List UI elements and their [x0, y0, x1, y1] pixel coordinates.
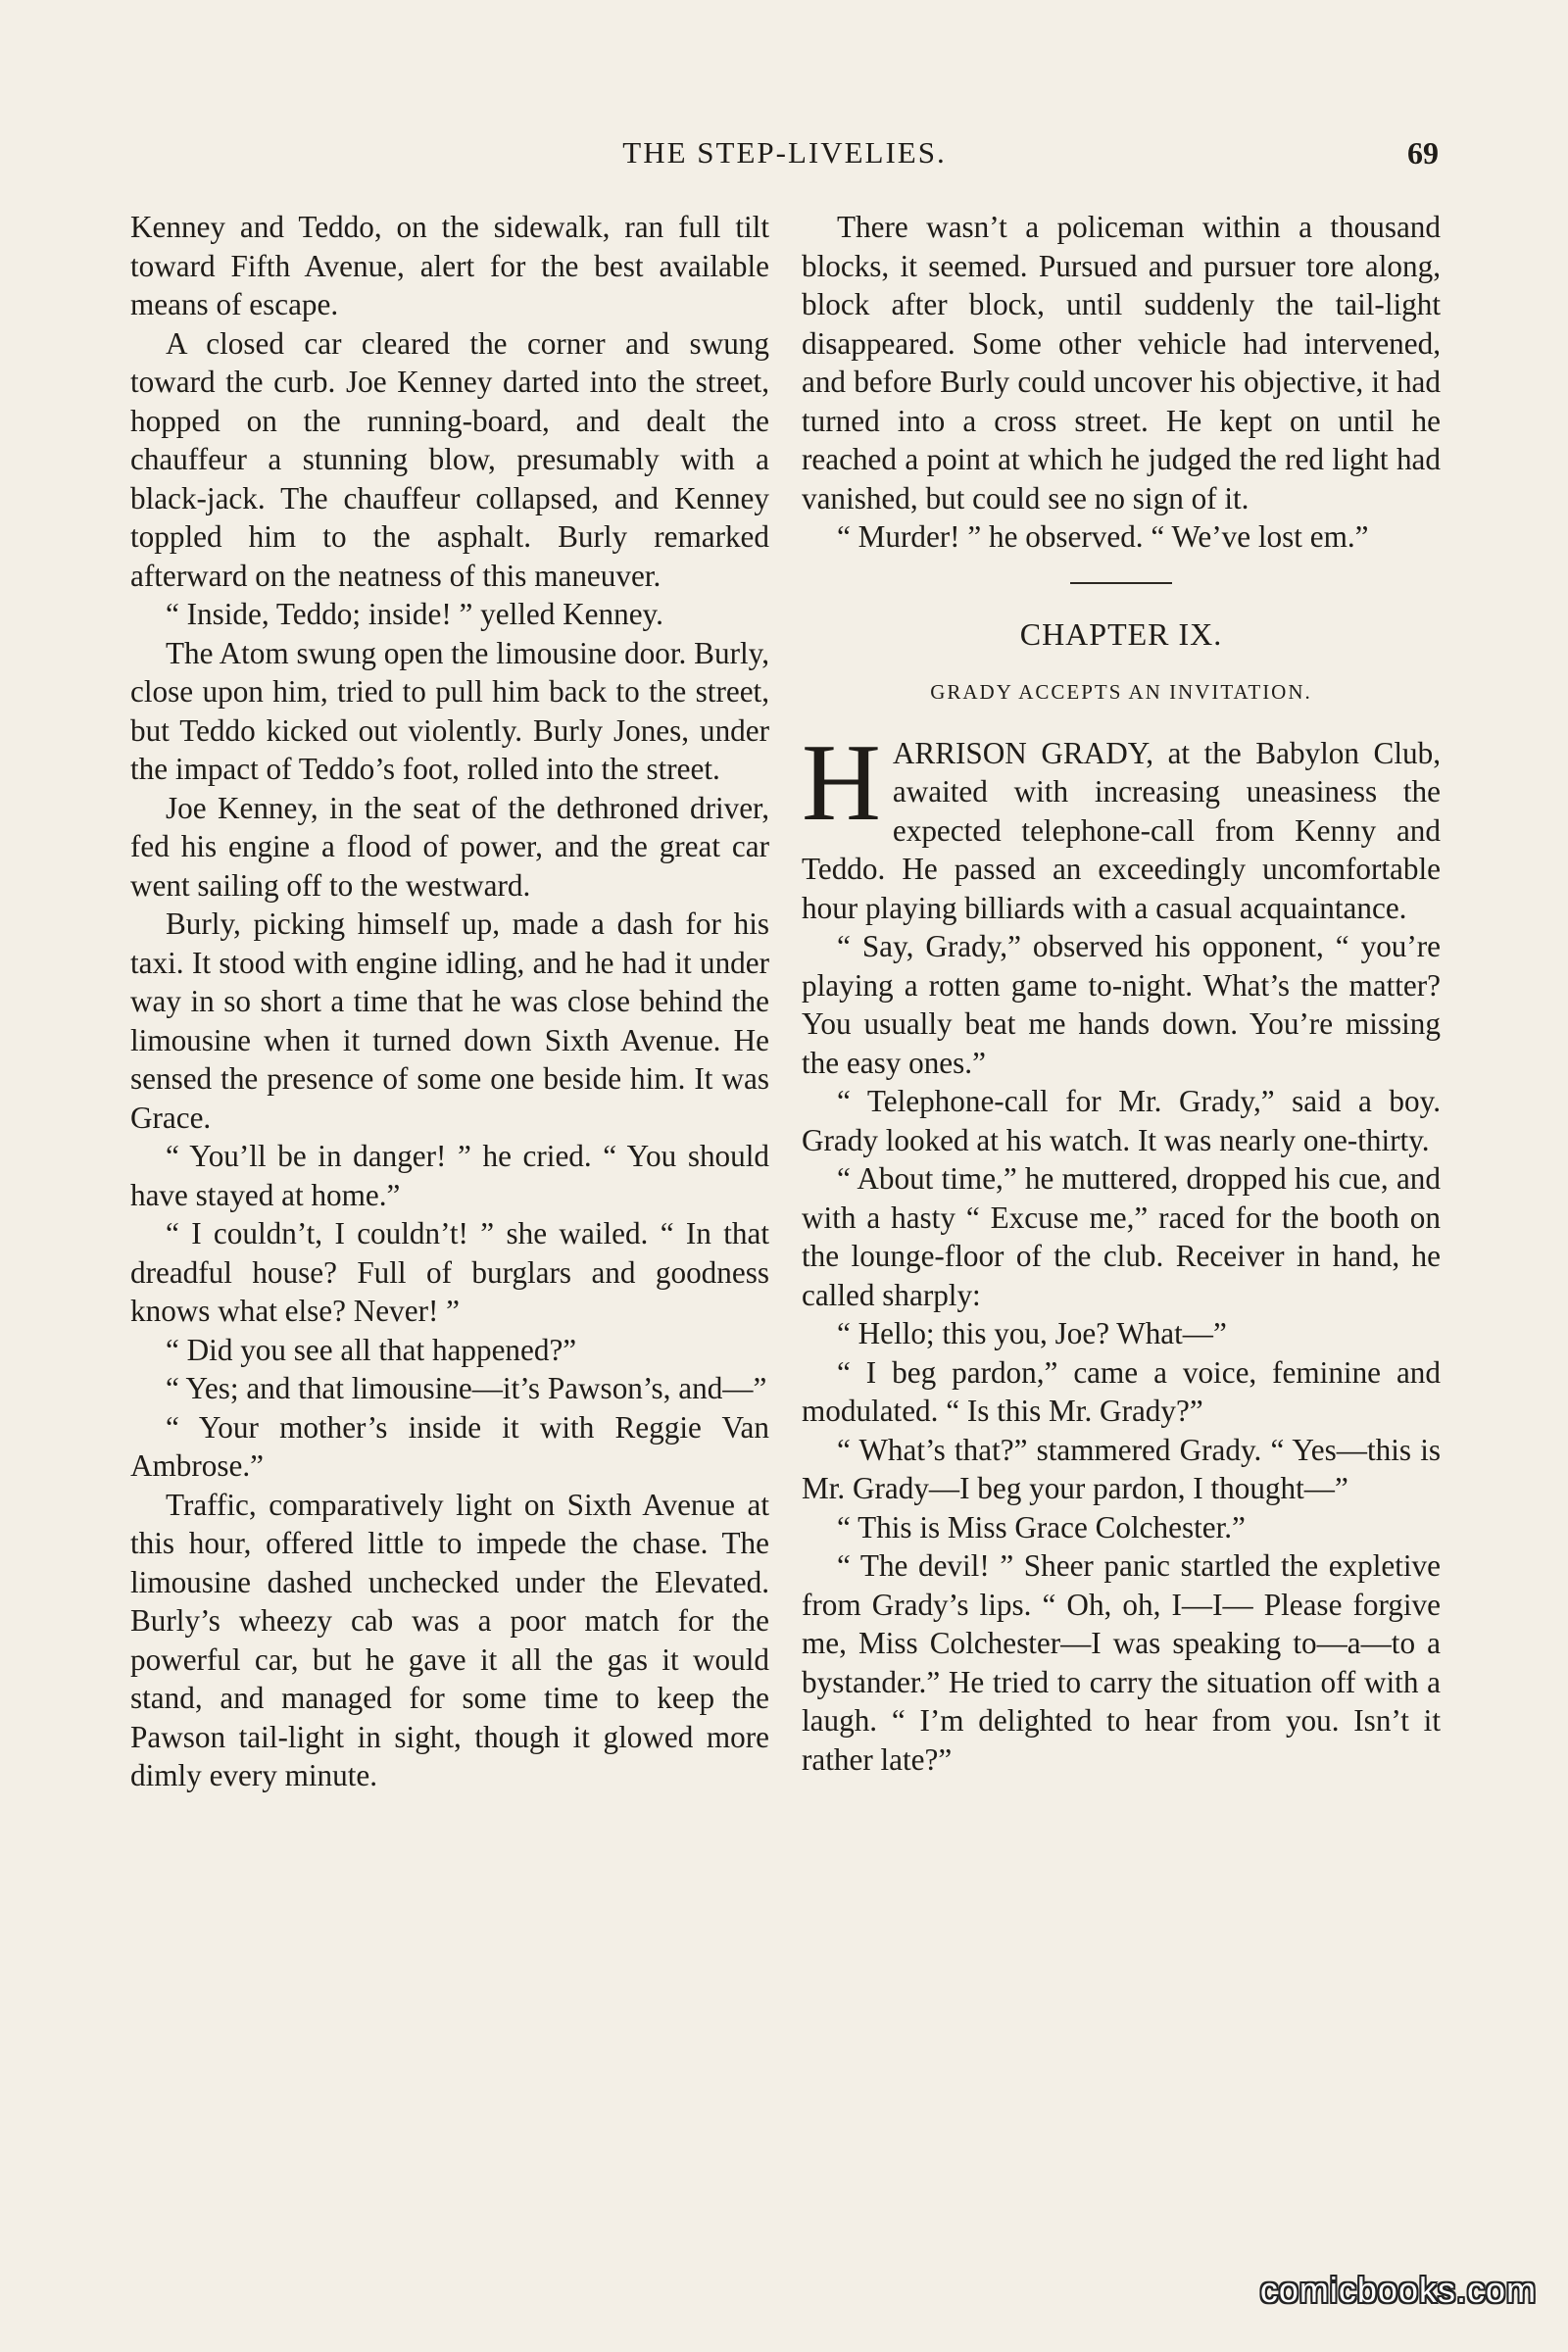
paragraph: “ Your mother’s inside it with Reggie Van Ambrose.” — [130, 1409, 769, 1483]
right-column — [802, 208, 1441, 1779]
paragraph: Traffic, comparatively light on Sixth Avenue at this hour, offered little to impede the chase. The limousine dashed unchecked under the Elevated. Burly’s wheezy cab was a poor match for the powerful car, but he gave it all the gas it would stand, and managed for some time to keep the Pawson tail-light in sight, though it glowed more dimly every minute. — [130, 1487, 769, 1792]
watermark: comicbooks.com — [1259, 2270, 1537, 2310]
running-title: THE STEP-LIVELIES. — [622, 135, 947, 170]
paragraph: “ Did you see all that happened?” — [166, 1332, 577, 1367]
section-divider — [1070, 582, 1172, 584]
chapter-subtitle: GRADY ACCEPTS AN INVITATION. — [930, 680, 1312, 704]
paragraph: “ You’ll be in danger! ” he cried. “ You should have stayed at home.” — [130, 1139, 769, 1212]
page-header — [130, 135, 1439, 180]
paragraph: “ Murder! ” he observed. “ We’ve lost em.” — [837, 519, 1369, 554]
paragraph: “ Yes; and that limousine—it’s Pawson’s, and—” — [166, 1371, 767, 1405]
paragraph: Burly, picking himself up, made a dash for his taxi. It stood with engine idling, and he had it under way in so short a time that he was close behind the limousine when it turned down Sixth Avenue. He sensed the presence of some one beside him. It was Grace. — [130, 906, 769, 1135]
paragraph: Kenney and Teddo, on the sidewalk, ran full tilt toward Fifth Avenue, alert for the best available means of escape. — [130, 210, 769, 321]
left-column — [130, 208, 769, 1795]
paragraph: “ The devil! ” Sheer panic startled the expletive from Grady’s lips. “ Oh, oh, I—I— Please forgive me, Miss Colchester—I was speaking to—a—to a bystander.” He tried to carry the situation off with a laugh. “ I’m delighted to hear from you. Isn’t it rather late?” — [802, 1548, 1441, 1777]
opening-text: ARRISON GRADY, at the Babylon Club, awaited with increasing uneasiness the expected telephone-call from Kenny and Teddo. He passed an exceedingly uncomfortable hour playing billiards with a casual acquaintance. — [802, 735, 1441, 925]
paragraph: “ Telephone-call for Mr. Grady,” said a boy. Grady looked at his watch. It was nearly one-thirty. — [802, 1084, 1441, 1157]
chapter-heading: CHAPTER IX. — [1019, 615, 1223, 652]
paragraph: Joe Kenney, in the seat of the dethroned driver, fed his engine a flood of power, and the great car went sailing off to the westward. — [130, 790, 769, 903]
paragraph: “ This is Miss Grace Colchester.” — [837, 1509, 1246, 1544]
paragraph: “ Inside, Teddo; inside! ” yelled Kenney. — [166, 597, 663, 631]
paragraph: The Atom swung open the limousine door. Burly, close upon him, tried to pull him back to the street, but Teddo kicked out violently. Burly Jones, under the impact of Teddo’s foot, rolled into the street. — [130, 635, 769, 786]
paragraph: There wasn’t a policeman within a thousand blocks, it seemed. Pursued and pursuer tore along, block after block, until suddenly the tail-light disappeared. Some other vehicle had intervened, and before Burly could uncover his objective, it had turned into a cross street. He kept on until he reached a point at which he judged the red light had vanished, but could see no sign of it. — [802, 210, 1441, 515]
page-number: 69 — [1407, 135, 1439, 171]
paragraph: “ I couldn’t, I couldn’t! ” she wailed. “ In that dreadful house? Full of burglars and goodness knows what else? Never! ” — [130, 1216, 769, 1328]
chapter-opening-paragraph — [802, 721, 1441, 928]
drop-cap: H — [802, 721, 881, 844]
paragraph: A closed car cleared the corner and swung toward the curb. Joe Kenney darted into the street, hopped on the running-board, and dealt the chauffeur a stunning blow, presumably with a black-jack. The chauffeur collapsed, and Kenney toppled him to the asphalt. Burly remarked afterward on the neatness of this maneuver. — [130, 325, 769, 593]
paragraph: “ What’s that?” stammered Grady. “ Yes—this is Mr. Grady—I beg your pardon, I thought—” — [802, 1432, 1441, 1505]
paragraph: “ Hello; this you, Joe? What—” — [837, 1316, 1227, 1350]
paragraph: “ I beg pardon,” came a voice, feminine and modulated. “ Is this Mr. Grady?” — [802, 1354, 1441, 1428]
paragraph: “ About time,” he muttered, dropped his cue, and with a hasty “ Excuse me,” raced for the booth on the lounge-floor of the club. Receiver in hand, he called sharply: — [802, 1161, 1441, 1312]
paragraph: “ Say, Grady,” observed his opponent, “ you’re playing a rotten game to-night. What’s the matter? You usually beat me hands down. You’re missing the easy ones.” — [802, 929, 1441, 1080]
